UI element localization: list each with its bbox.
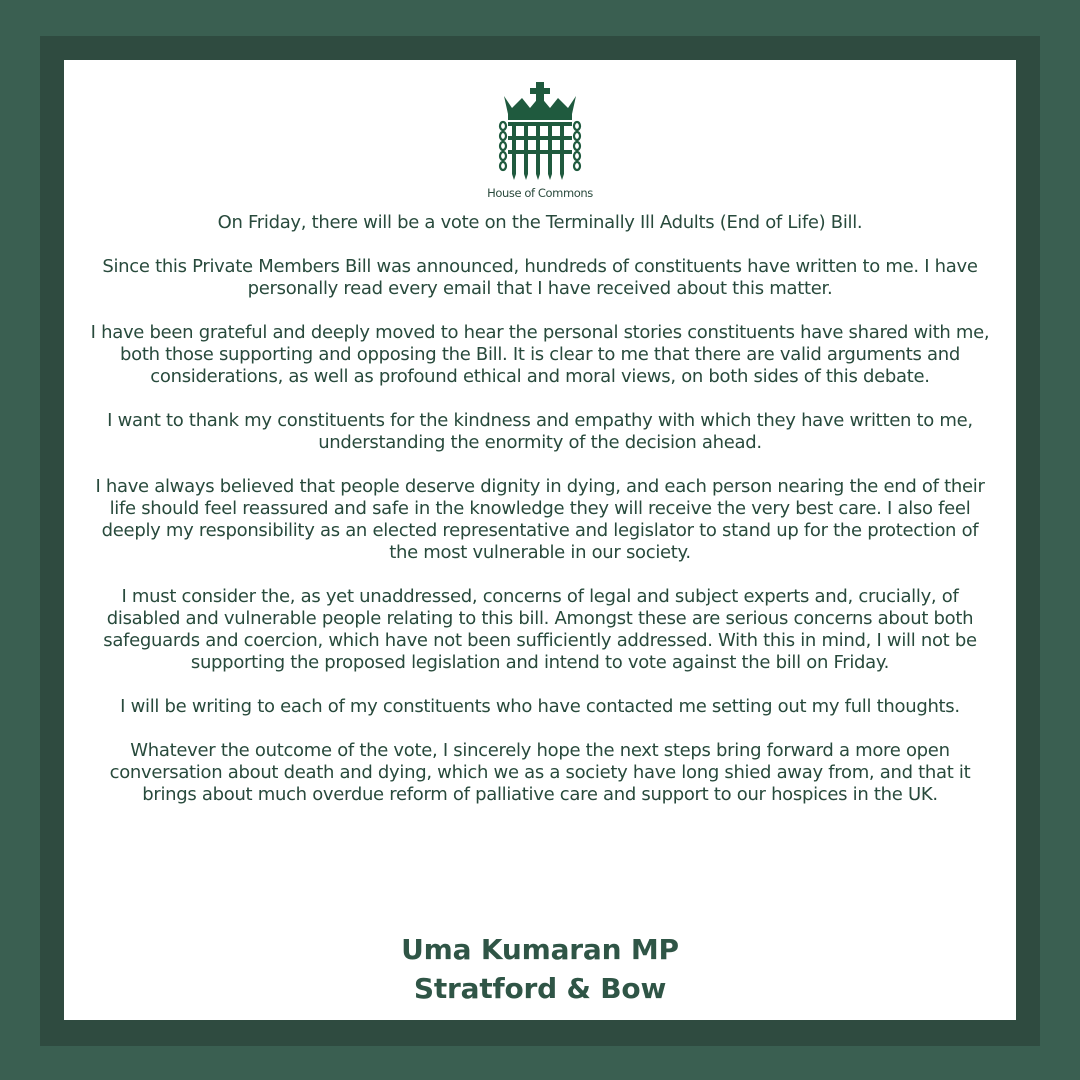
paragraph: I must consider the, as yet unaddressed, concerns of legal and subject experts and, crucially, of disabled and vulnerable people relating to this bill. Amongst these are serious concerns about both safeguards and coercion, which have not been sufficiently addressed. With this in mind, I will not be supporting the proposed legislation and intend to vote against the bill on Friday. [103, 586, 977, 673]
house-of-commons-logo [476, 80, 604, 204]
paragraph: I have always believed that people deserve dignity in dying, and each person nearing the end of their life should feel reassured and safe in the knowledge they will receive the very best care. I also feel deeply my responsibility as an elected representative and legislator to stand up for the protection of the most vulnerable in our society. [95, 476, 985, 563]
statement-body [90, 212, 990, 828]
portcullis-crown-icon [498, 80, 582, 184]
paragraph: Whatever the outcome of the vote, I sincerely hope the next steps bring forward a more open conversation about death and dying, which we as a society have long shied away from, and that it brings about much overdue reform of palliative care and support to our hospices in the UK. [109, 740, 971, 805]
paragraph: I will be writing to each of my constituents who have contacted me setting out my full thoughts. [120, 696, 960, 717]
paragraph: I have been grateful and deeply moved to hear the personal stories constituents have shared with me, both those supporting and opposing the Bill. It is clear to me that there are valid arguments and considerations, as well as profound ethical and moral views, on both sides of this debate. [90, 322, 990, 387]
signature-name: Uma Kumaran MP [401, 933, 679, 966]
paragraph: Since this Private Members Bill was announced, hundreds of constituents have written to me. I have personally read every email that I have received about this matter. [102, 256, 978, 299]
logo-caption: House of Commons [487, 186, 593, 200]
paragraph: On Friday, there will be a vote on the Terminally Ill Adults (End of Life) Bill. [217, 212, 863, 233]
signature-constituency: Stratford & Bow [413, 972, 667, 1005]
signature-block [64, 930, 1016, 1008]
paragraph: I want to thank my constituents for the kindness and empathy with which they have written to me, understanding the enormity of the decision ahead. [107, 410, 973, 453]
